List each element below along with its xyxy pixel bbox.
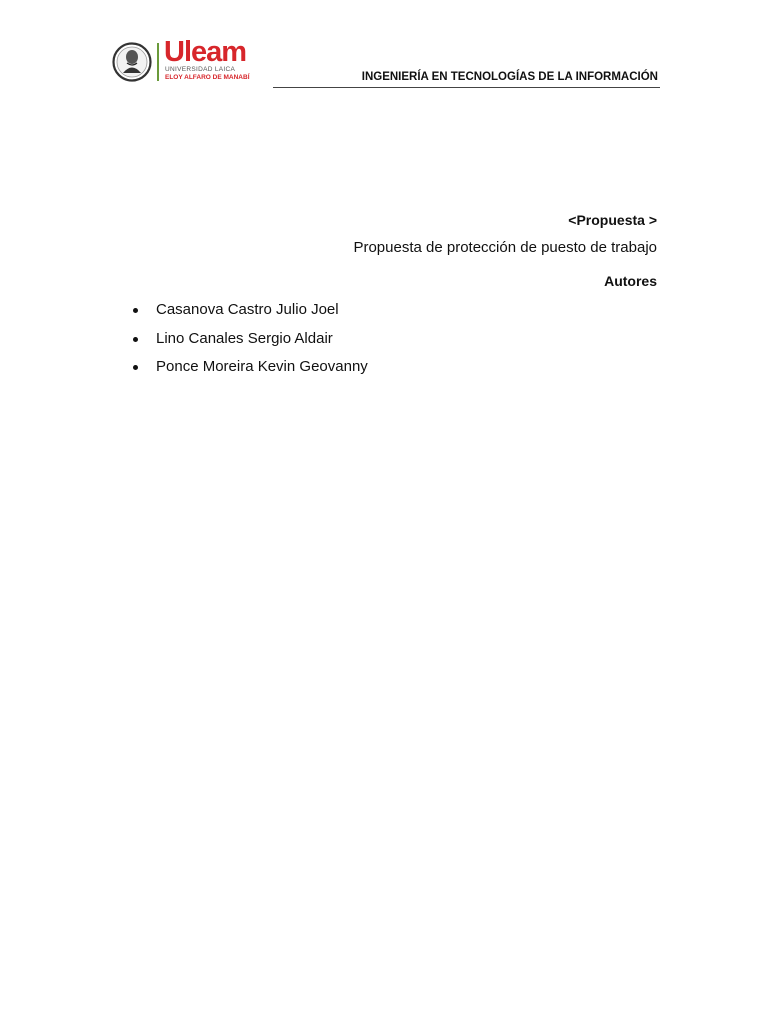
university-logo xyxy=(112,36,262,84)
bullet-icon xyxy=(133,365,138,370)
author-name: Ponce Moreira Kevin Geovanny xyxy=(156,358,368,375)
authors-heading: Autores xyxy=(604,273,657,289)
founder-portrait-seal-icon xyxy=(112,42,152,82)
document-label: <Propuesta > xyxy=(568,212,657,228)
logo-subtitle-line2: ELOY ALFARO DE MANABÍ xyxy=(165,74,250,81)
document-title: Propuesta de protección de puesto de trabajo xyxy=(353,239,657,256)
logo-wordmark: Uleam xyxy=(164,36,247,68)
bullet-icon xyxy=(133,337,138,342)
header-program-title: INGENIERÍA EN TECNOLOGÍAS DE LA INFORMACIÓN xyxy=(361,71,658,83)
author-name: Casanova Castro Julio Joel xyxy=(156,301,339,318)
logo-subtitle-line1: UNIVERSIDAD LAICA xyxy=(165,66,236,73)
header-divider xyxy=(273,87,660,88)
page-header xyxy=(112,36,660,92)
logo-divider xyxy=(157,43,159,81)
bullet-icon xyxy=(133,308,138,313)
author-name: Lino Canales Sergio Aldair xyxy=(156,329,333,347)
